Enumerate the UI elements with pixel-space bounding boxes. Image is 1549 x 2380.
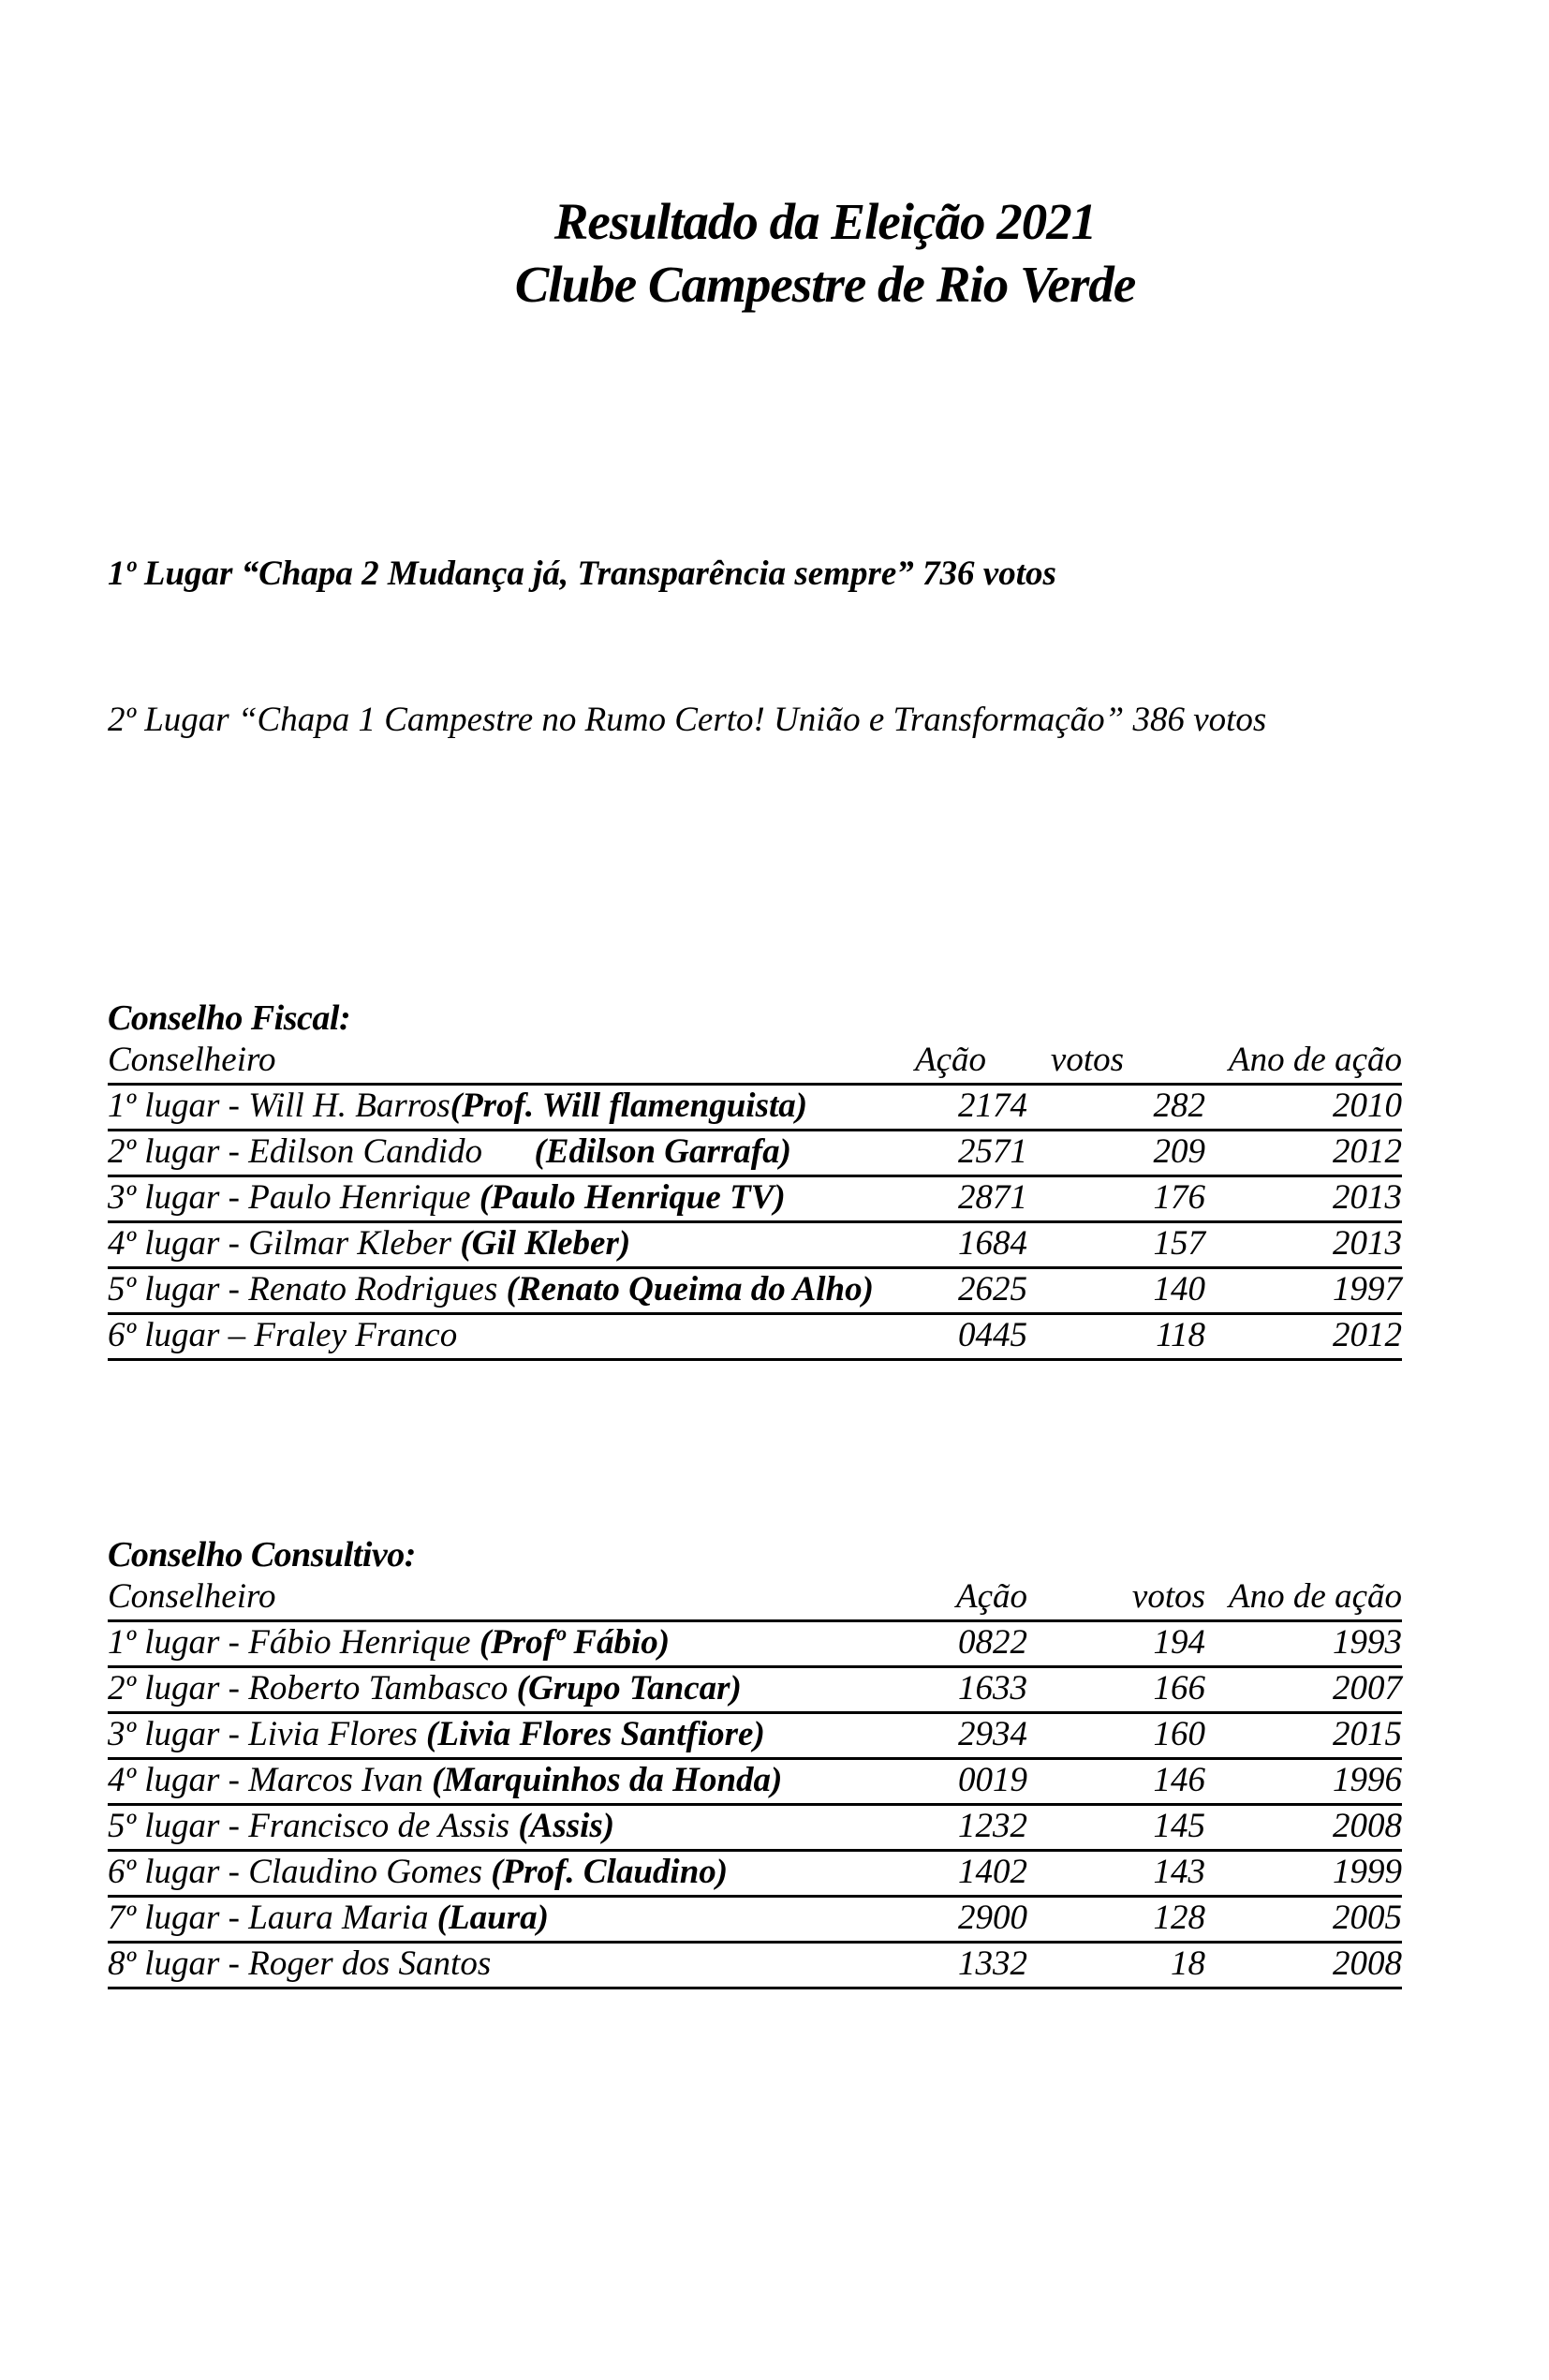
cell-acao: 2900: [958, 1899, 1027, 1937]
conselheiro-nickname: (Profº Fábio): [479, 1623, 671, 1662]
fiscal-row: [108, 1268, 1402, 1314]
cell-votos: 282: [1153, 1087, 1205, 1125]
consultivo-header-row: [108, 1576, 1402, 1621]
cell-conselheiro: [108, 1222, 915, 1268]
section-conselho-fiscal: [108, 997, 1402, 1361]
cell-acao: 1332: [958, 1944, 1027, 1983]
cell-acao: 1684: [958, 1224, 1027, 1263]
fiscal-row: [108, 1131, 1402, 1176]
consultivo-table: [108, 1576, 1402, 1989]
cell-acao: 2571: [958, 1132, 1027, 1171]
cell-votos: 128: [1153, 1899, 1205, 1937]
consultivo-row: [108, 1851, 1402, 1897]
cell-votos: 194: [1153, 1623, 1205, 1662]
cell-ano: 2013: [1333, 1178, 1402, 1217]
cell-ano: 1996: [1333, 1761, 1402, 1799]
cell-conselheiro: [108, 1943, 915, 1988]
conselheiro-name: 4º lugar - Marcos Ivan: [108, 1761, 433, 1799]
cell-votos: 157: [1153, 1224, 1205, 1263]
cell-conselheiro: [108, 1314, 915, 1360]
consultivo-row: [108, 1897, 1402, 1943]
conselheiro-name: 1º lugar - Fábio Henrique: [108, 1623, 479, 1662]
fiscal-header-ano: Ano de ação: [1229, 1041, 1402, 1079]
cell-conselheiro: [108, 1851, 915, 1897]
title-line-1: Resultado da Eleição 2021: [553, 193, 1097, 250]
fiscal-row: [108, 1314, 1402, 1360]
cell-ano: 2012: [1333, 1132, 1402, 1171]
cell-acao: 0019: [958, 1761, 1027, 1799]
cell-conselheiro: [108, 1759, 915, 1805]
cell-acao: 0445: [958, 1316, 1027, 1354]
conselheiro-nickname: (Gil Kleber): [460, 1224, 631, 1263]
fiscal-row: [108, 1222, 1402, 1268]
cell-votos: 209: [1153, 1132, 1205, 1171]
fiscal-header-acao: Ação: [915, 1041, 987, 1079]
conselheiro-name: 4º lugar - Gilmar Kleber: [108, 1224, 461, 1263]
consultivo-header-acao: Ação: [955, 1577, 1027, 1616]
conselheiro-nickname: (Prof. Claudino): [491, 1853, 729, 1891]
conselheiro-name: 5º lugar - Francisco de Assis: [108, 1807, 519, 1845]
cell-votos: 176: [1153, 1178, 1205, 1217]
cell-ano: 2007: [1333, 1669, 1402, 1707]
conselheiro-name: 7º lugar - Laura Maria: [108, 1899, 437, 1937]
fiscal-header-votos: votos: [1050, 1041, 1124, 1079]
page-title: [0, 190, 1549, 316]
summary-first-place: 1º Lugar “Chapa 2 Mudança já, Transparência sempre” 736 votos: [108, 554, 1056, 593]
conselheiro-nickname: (Livia Flores Santfiore): [426, 1715, 765, 1753]
cell-ano: 2010: [1333, 1087, 1402, 1125]
cell-conselheiro: [108, 1713, 915, 1759]
cell-votos: 145: [1153, 1807, 1205, 1845]
conselheiro-nickname: (Marquinhos da Honda): [432, 1761, 783, 1799]
consultivo-header-votos: votos: [1131, 1577, 1205, 1616]
consultivo-row: [108, 1759, 1402, 1805]
cell-acao: 1633: [958, 1669, 1027, 1707]
cell-acao: 1402: [958, 1853, 1027, 1891]
consultivo-row: [108, 1667, 1402, 1713]
cell-ano: 1993: [1333, 1623, 1402, 1662]
fiscal-table: [108, 1040, 1402, 1361]
consultivo-row: [108, 1805, 1402, 1851]
cell-ano: 2008: [1333, 1944, 1402, 1983]
fiscal-header-row: [108, 1040, 1402, 1085]
consultivo-row: [108, 1713, 1402, 1759]
cell-ano: 1997: [1333, 1270, 1402, 1308]
conselheiro-nickname: (Laura): [436, 1899, 549, 1937]
conselheiro-nickname: (Assis): [518, 1807, 615, 1845]
election-summary: [108, 452, 1441, 842]
section-conselho-consultivo: [108, 1533, 1402, 1989]
consultivo-heading: Conselho Consultivo:: [108, 1535, 416, 1574]
cell-conselheiro: [108, 1897, 915, 1943]
conselheiro-name: 2º lugar - Edilson Candido: [108, 1132, 535, 1171]
conselheiro-name: 5º lugar - Renato Rodrigues: [108, 1270, 507, 1308]
cell-conselheiro: [108, 1085, 915, 1131]
conselheiro-name: 1º lugar - Will H. Barros: [108, 1087, 450, 1125]
cell-ano: 2008: [1333, 1807, 1402, 1845]
fiscal-row: [108, 1176, 1402, 1222]
cell-votos: 140: [1153, 1270, 1205, 1308]
fiscal-row: [108, 1085, 1402, 1131]
cell-conselheiro: [108, 1268, 915, 1314]
cell-conselheiro: [108, 1805, 915, 1851]
conselheiro-nickname: (Prof. Will flamenguista): [450, 1087, 808, 1125]
cell-ano: 2013: [1333, 1224, 1402, 1263]
conselheiro-name: 6º lugar – Fraley Franco: [108, 1316, 458, 1354]
title-line-2: Clube Campestre de Rio Verde: [514, 256, 1136, 313]
consultivo-header-ano: Ano de ação: [1229, 1577, 1402, 1616]
cell-votos: 118: [1156, 1316, 1205, 1354]
fiscal-header-conselheiro: Conselheiro: [108, 1041, 276, 1079]
document-page: [0, 190, 1549, 2380]
conselheiro-name: 6º lugar - Claudino Gomes: [108, 1853, 492, 1891]
cell-conselheiro: [108, 1176, 915, 1222]
cell-acao: 0822: [958, 1623, 1027, 1662]
cell-ano: 2005: [1333, 1899, 1402, 1937]
conselheiro-name: 3º lugar - Livia Flores: [108, 1715, 427, 1753]
fiscal-heading: Conselho Fiscal:: [108, 998, 351, 1038]
consultivo-row: [108, 1943, 1402, 1988]
cell-conselheiro: [108, 1621, 915, 1667]
cell-ano: 1999: [1333, 1853, 1402, 1891]
consultivo-row: [108, 1621, 1402, 1667]
cell-acao: 2871: [958, 1178, 1027, 1217]
cell-votos: 143: [1153, 1853, 1205, 1891]
cell-ano: 2012: [1333, 1316, 1402, 1354]
conselheiro-name: 2º lugar - Roberto Tambasco: [108, 1669, 517, 1707]
cell-votos: 160: [1153, 1715, 1205, 1753]
cell-votos: 166: [1153, 1669, 1205, 1707]
cell-acao: 1232: [958, 1807, 1027, 1845]
summary-second-place: 2º Lugar “Chapa 1 Campestre no Rumo Certo! União e Transformação” 386 votos: [108, 701, 1267, 739]
cell-conselheiro: [108, 1131, 915, 1176]
cell-votos: 146: [1153, 1761, 1205, 1799]
cell-acao: 2934: [958, 1715, 1027, 1753]
cell-votos: 18: [1171, 1944, 1205, 1983]
conselheiro-nickname: (Grupo Tancar): [516, 1669, 742, 1707]
cell-acao: 2625: [958, 1270, 1027, 1308]
conselheiro-name: 8º lugar - Roger dos Santos: [108, 1944, 492, 1983]
conselheiro-nickname: (Renato Queima do Alho): [506, 1270, 874, 1308]
conselheiro-nickname: (Edilson Garrafa): [534, 1132, 791, 1171]
consultivo-header-conselheiro: Conselheiro: [108, 1577, 276, 1616]
conselheiro-nickname: (Paulo Henrique TV): [479, 1178, 786, 1217]
cell-conselheiro: [108, 1667, 915, 1713]
cell-ano: 2015: [1333, 1715, 1402, 1753]
cell-acao: 2174: [958, 1087, 1027, 1125]
conselheiro-name: 3º lugar - Paulo Henrique: [108, 1178, 479, 1217]
